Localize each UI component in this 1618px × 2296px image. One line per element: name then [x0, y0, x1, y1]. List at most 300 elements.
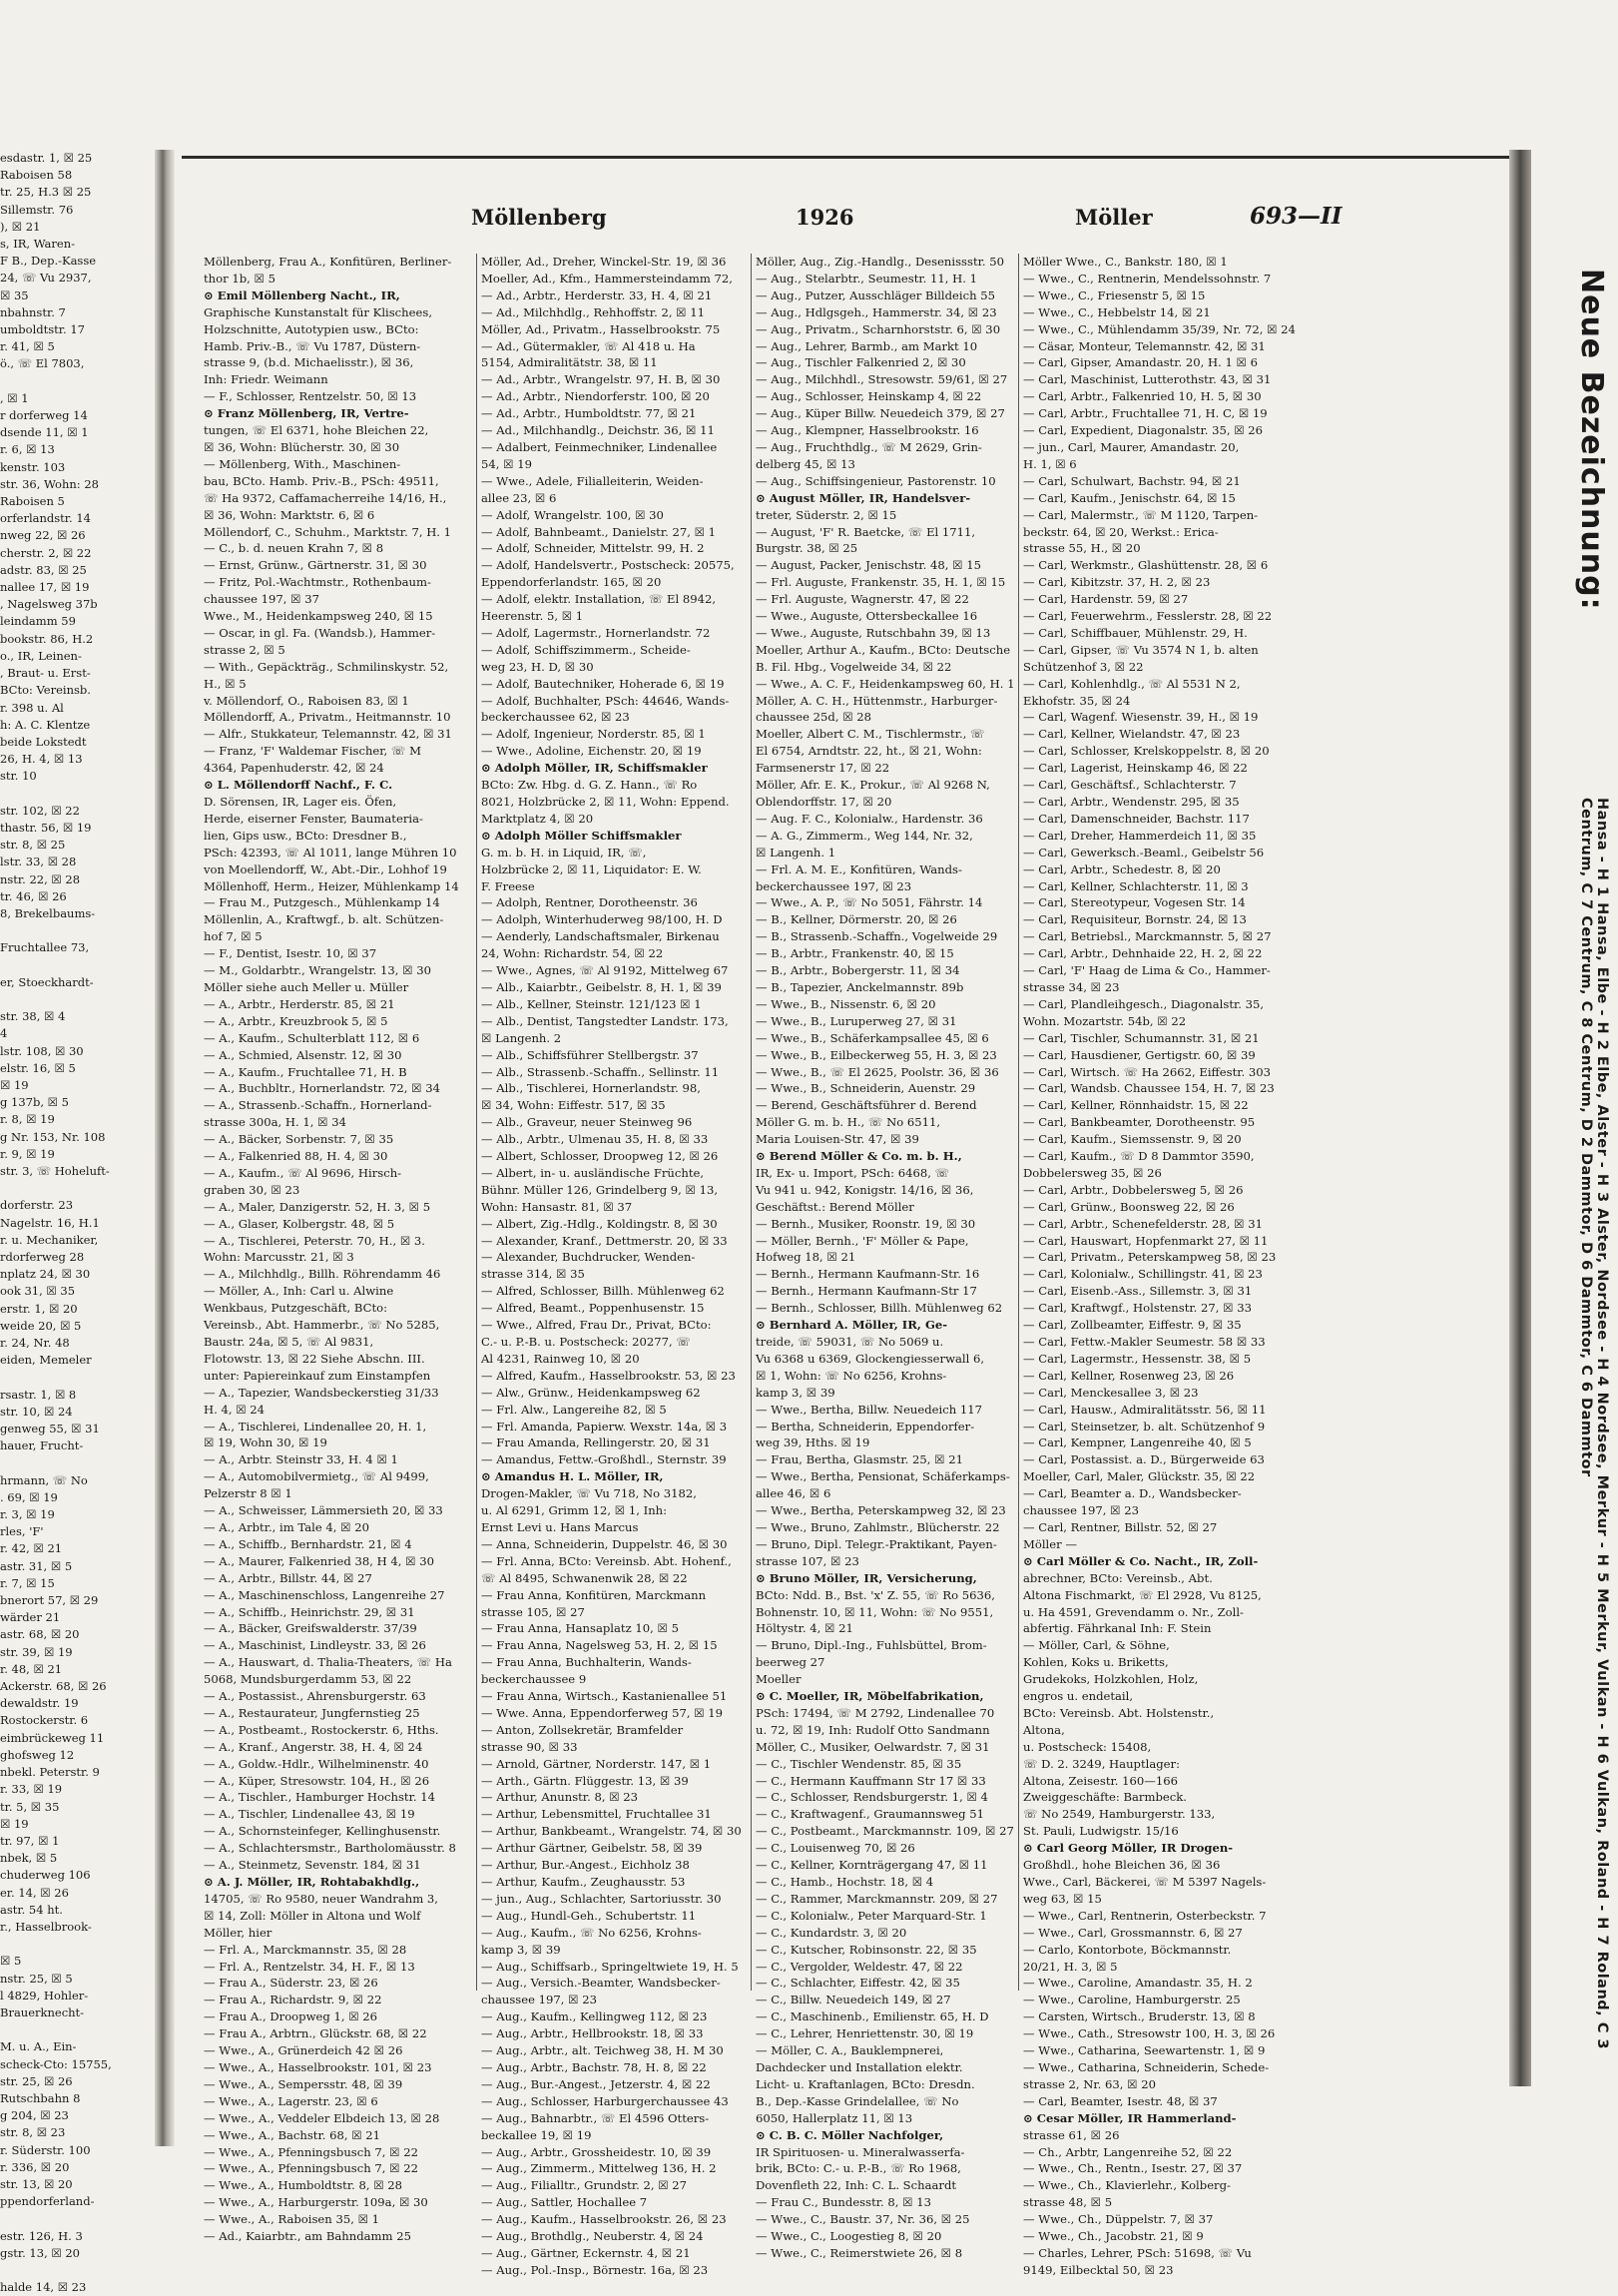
directory-entry: — Alb., Schiffsführer Stellbergstr. 37: [481, 1047, 699, 1062]
directory-entry: — Wwe., Alfred, Frau Dr., Privat, BCto:: [481, 1318, 712, 1333]
directory-entry: beckerchaussee 62, ☒ 23: [481, 710, 630, 725]
directory-entry: — Charles, Lehrer, PSch: 51698, ☏ Vu: [1023, 2245, 1252, 2260]
directory-entry: — Aug., Gärtner, Eckernstr. 4, ☒ 21: [481, 2245, 691, 2260]
directory-entry: str. 25, ☒ 26: [0, 2073, 73, 2088]
directory-entry: beckerchaussee 197, ☒ 23: [756, 878, 912, 893]
directory-entry: — C., Schlosser, Rendsburgerstr. 1, ☒ 4: [756, 1790, 988, 1805]
directory-entry: ⊙ Carl Georg Möller, IR Drogen-: [1023, 1841, 1234, 1856]
directory-entry: 26, H. 4, ☒ 13: [0, 752, 83, 767]
directory-entry: — Aug., Hdlgsgeh., Hammerstr. 34, ☒ 23: [756, 304, 997, 319]
directory-entry: — Carl, Wirtsch. ☏ Ha 2662, Eiffestr. 303: [1023, 1064, 1271, 1079]
directory-entry: Möller, Aug., Zig.-Handlg., Desenissstr. 50: [756, 255, 1005, 269]
directory-entry: nbahnstr. 7: [0, 304, 66, 319]
directory-entry: Drogen-Makler, ☏ Vu 718, No 3182,: [481, 1486, 697, 1501]
directory-entry: Möllenberg, Frau A., Konfitüren, Berliner-: [204, 255, 452, 269]
directory-entry: r dorferweg 14: [0, 408, 88, 423]
directory-entry: Eppendorferlandstr. 165, ☒ 20: [481, 575, 662, 590]
directory-entry: ☏ Ha 9372, Caffamacherreihe 14/16, H.,: [204, 490, 447, 505]
directory-entry: — Carl, Steinsetzer, b. alt. Schützenhof 9: [1023, 1419, 1266, 1434]
directory-entry: [0, 1936, 150, 1953]
directory-entry: Rostockerstr. 6: [0, 1713, 89, 1728]
directory-entry: Moeller, Arthur A., Kaufm., BCto: Deutsche: [756, 642, 1011, 657]
directory-entry: — Wwe., B., Schäferkampsallee 45, ☒ 6: [756, 1030, 989, 1045]
directory-entry: — Carl, Arbtr., Dehnhaide 22, H. 2, ☒ 22: [1023, 946, 1263, 961]
directory-entry: — A., Küper, Stresowstr. 104, H., ☒ 26: [204, 1773, 430, 1788]
directory-entry: cherstr. 2, ☒ 22: [0, 545, 92, 560]
banner-exchange-codes: Hansa - H 1 Hansa, Elbe - H 2 Elbe, Alster - H 3 Alster, Nordsee - H 4 Nordsee, Merkur - H 5 Merkur, Vulkan - H 6 Vulkan, Roland - H 7 Roland, C 3 Centrum, C 7 Centrum, C 8 Centrum, D 2 Dammtor, D 6 Dammtor, C 6 Dammtor: [1578, 798, 1610, 2050]
directory-entry: — Carsten, Wirtsch., Bruderstr. 13, ☒ 8: [1023, 2009, 1256, 2024]
directory-entry: — Aug., Putzer, Ausschläger Billdeich 55: [756, 287, 995, 302]
directory-entry: ☒ 14, Zoll: Möller in Altona und Wolf: [204, 1908, 421, 1923]
directory-entry: 4: [0, 1026, 8, 1041]
directory-entry: — Carl, Gewerksch.-Beaml., Geibelstr 56: [1023, 845, 1265, 860]
directory-entry: Bohnenstr. 10, ☒ 11, Wohn: ☏ No 9551,: [756, 1604, 994, 1619]
directory-entry: ghofsweg 12: [0, 1747, 75, 1762]
directory-entry: — C., Kundardstr. 3, ☒ 20: [756, 1925, 907, 1940]
directory-entry: — A., Schiffb., Heinrichstr. 29, ☒ 31: [204, 1604, 415, 1619]
directory-entry: hauer, Frucht-: [0, 1438, 84, 1453]
directory-entry: treide, ☏ 59031, ☏ No 5069 u.: [756, 1335, 944, 1349]
directory-entry: bau, BCto. Hamb. Priv.-B., PSch: 49511,: [204, 473, 439, 488]
directory-entry: — Wwe., A., Sempersstr. 48, ☒ 39: [204, 2076, 403, 2091]
directory-entry: — Arth., Gärtn. Flüggestr. 13, ☒ 39: [481, 1773, 689, 1788]
directory-entry: beckstr. 64, ☒ 20, Werkst.: Erica-: [1023, 524, 1219, 539]
directory-entry: — A., Bäcker, Greifswalderstr. 37/39: [204, 1621, 417, 1636]
directory-entry: chaussee 197, ☒ 23: [1023, 1503, 1139, 1518]
directory-entry: — Aug., Kaufm., Hasselbrookstr. 26, ☒ 23: [481, 2212, 727, 2227]
directory-entry: ☒ 1, Wohn: ☏ No 6256, Krohns-: [756, 1368, 947, 1383]
directory-entry: strasse 300a, H. 1, ☒ 34: [204, 1115, 346, 1130]
directory-entry: — Alw., Grünw., Heidenkampsweg 62: [481, 1385, 701, 1400]
directory-entry: ☒ 5: [0, 1954, 22, 1969]
directory-entry: Wwe., M., Heidenkampsweg 240, ☒ 15: [204, 609, 433, 624]
directory-entry: — Carl, Arbtr., Schedestr. 8, ☒ 20: [1023, 861, 1221, 876]
directory-entry: — Frau A., Richardstr. 9, ☒ 22: [204, 1993, 382, 2008]
directory-entry: Farmsenerstr 17, ☒ 22: [756, 761, 890, 776]
directory-entry: ⊙ Amandus H. L. Möller, IR,: [481, 1469, 664, 1484]
directory-entry: — Anton, Zollsekretär, Bramfelder: [481, 1722, 684, 1737]
directory-entry: — A., Maler, Danzigerstr. 52, H. 3, ☒ 5: [204, 1199, 431, 1214]
directory-entry: Holzbrücke 2, ☒ 11, Liquidator: E. W.: [481, 861, 702, 876]
directory-entry: ☒ Langenh. 2: [481, 1030, 562, 1045]
directory-entry: — Carl, Expedient, Diagonalstr. 35, ☒ 26: [1023, 423, 1264, 438]
directory-entry: str. 8, ☒ 23: [0, 2125, 66, 2140]
directory-entry: — Carl, Kaufm., ☏ D 8 Dammtor 3590,: [1023, 1149, 1255, 1164]
directory-entry: engros u. endetail,: [1023, 1689, 1134, 1704]
directory-entry: Zweiggeschäfte: Barmbeck.: [1023, 1790, 1187, 1805]
directory-entry: Nagelstr. 16, H.1: [0, 1215, 100, 1230]
directory-entry: lien, Gips usw., BCto: Dresdner B.,: [204, 828, 407, 843]
directory-entry: — Wwe., Bruno, Zahlmstr., Blücherstr. 22: [756, 1519, 1000, 1534]
directory-entry: ⊙ August Möller, IR, Handelsver-: [756, 490, 971, 505]
directory-entry: — Wwe., A., Bachstr. 68, ☒ 21: [204, 2127, 381, 2142]
directory-entry: ☏ Al 8495, Schwanenwik 28, ☒ 22: [481, 1570, 688, 1585]
directory-entry: PSch: 17494, ☏ M 2792, Lindenallee 70: [756, 1705, 995, 1720]
directory-entry: — Aug., Arbtr., Bachstr. 78, H. 8, ☒ 22: [481, 2059, 707, 2074]
directory-entry: — Fritz, Pol.-Wachtmstr., Rothenbaum-: [204, 575, 431, 590]
directory-entry: — Aug., Brothdlg., Neuberstr. 4, ☒ 24: [481, 2229, 704, 2244]
directory-entry: nweg 22, ☒ 26: [0, 528, 86, 543]
directory-entry: — Alb., Strassenb.-Schaffn., Sellinstr. 11: [481, 1064, 720, 1079]
directory-entry: — A., Schlachtersmstr., Bartholomäusstr. 8: [204, 1841, 456, 1856]
directory-entry: Brauerknecht-: [0, 2005, 85, 2019]
directory-entry: — A., Schweisser, Lämmersieth 20, ☒ 33: [204, 1503, 443, 1518]
directory-entry: ⊙ A. J. Möller, IR, Rohtabakhdlg.,: [204, 1875, 420, 1889]
directory-entry: — A., Maschinenschloss, Langenreihe 27: [204, 1587, 445, 1602]
directory-entry: — C., Kutscher, Robinsonstr. 22, ☒ 35: [756, 1942, 977, 1957]
directory-entry: — Albert, Schlosser, Droopweg 12, ☒ 26: [481, 1149, 719, 1164]
directory-entry: — C., Hamb., Hochstr. 18, ☒ 4: [756, 1875, 934, 1889]
directory-entry: — A., Tischlerei, Peterstr. 70, H., ☒ 3.: [204, 1233, 425, 1248]
directory-entry: — Carl, Menckesallee 3, ☒ 23: [1023, 1385, 1199, 1400]
directory-entry: — Adolf, elektr. Installation, ☏ El 8942,: [481, 592, 717, 607]
directory-entry: ☏ D. 2. 3249, Hauptlager:: [1023, 1756, 1180, 1771]
directory-entry: — Alfr., Stukkateur, Telemannstr. 42, ☒ 31: [204, 727, 452, 742]
directory-entry: — Wwe., Bertha, Peterskampweg 32, ☒ 23: [756, 1503, 1006, 1518]
column-divider: [476, 254, 477, 1991]
directory-entry: Raboisen 5: [0, 494, 65, 509]
directory-entry: str. 3, ☏ Hoheluft-: [0, 1163, 110, 1178]
directory-entry: g Nr. 153, Nr. 108: [0, 1129, 106, 1144]
directory-entry: — Aug., Schiffsingenieur, Pastorenstr. 10: [756, 473, 996, 488]
directory-entry: — Bernh., Schlosser, Billh. Mühlenweg 62: [756, 1301, 1003, 1316]
directory-entry: r. 48, ☒ 21: [0, 1661, 63, 1676]
directory-entry: strasse 55, H., ☒ 20: [1023, 541, 1141, 556]
directory-entry: [0, 1369, 150, 1386]
directory-entry: [0, 957, 150, 974]
column-2: [481, 254, 753, 2279]
directory-entry: — Carl, Malermstr., ☏ M 1120, Tarpen-: [1023, 507, 1259, 522]
directory-entry: strasse 34, ☒ 23: [1023, 979, 1120, 994]
directory-entry: wärder 21: [0, 1610, 61, 1625]
directory-entry: beckerchaussee 9: [481, 1672, 587, 1687]
directory-entry: — Alb., Arbtr., Ulmenau 35, H. 8, ☒ 33: [481, 1132, 709, 1147]
directory-entry: — Aug., Klempner, Hasselbrookstr. 16: [756, 423, 979, 438]
directory-entry: — F., Schlosser, Rentzelstr. 50, ☒ 13: [204, 389, 417, 404]
directory-entry: — C., Billw. Neuedeich 149, ☒ 27: [756, 1993, 951, 2008]
directory-entry: — A., Schiffb., Bernhardstr. 21, ☒ 4: [204, 1536, 412, 1551]
directory-entry: 4364, Papenhuderstr. 42, ☒ 24: [204, 761, 384, 776]
directory-entry: str. 36, Wohn: 28: [0, 476, 99, 491]
directory-entry: Moeller, Carl, Maler, Glückstr. 35, ☒ 22: [1023, 1469, 1256, 1484]
directory-entry: — Carl, Kohlenhdlg., ☏ Al 5531 N 2,: [1023, 676, 1241, 691]
directory-entry: Oblendorffstr. 17, ☒ 20: [756, 795, 892, 809]
directory-entry: — Carl, Schlosser, Krelskoppelstr. 8, ☒ 20: [1023, 744, 1270, 759]
directory-entry: chuderweg 106: [0, 1868, 91, 1883]
directory-entry: — C., Louisenweg 70, ☒ 26: [756, 1841, 915, 1856]
directory-entry: — Wwe., Adoline, Eichenstr. 20, ☒ 19: [481, 744, 702, 759]
directory-entry: Dovenfleth 22, Inh: C. L. Schaardt: [756, 2178, 957, 2193]
directory-entry: — Carl, Hardenstr. 59, ☒ 27: [1023, 592, 1189, 607]
directory-entry: graben 30, ☒ 23: [204, 1182, 300, 1197]
directory-entry: treter, Süderstr. 2, ☒ 15: [756, 507, 897, 522]
directory-entry: — A., Arbtr., im Tale 4, ☒ 20: [204, 1519, 369, 1534]
directory-entry: abfertig. Fährkanal Inh: F. Stein: [1023, 1621, 1212, 1636]
directory-entry: — A., Kaufm., ☏ Al 9696, Hirsch-: [204, 1165, 402, 1180]
directory-entry: — Adolf, Lagermstr., Hornerlandstr. 72: [481, 625, 711, 640]
directory-entry: chaussee 197, ☒ 23: [481, 1993, 597, 2008]
directory-entry: B., Dep.-Kasse Grindelallee, ☏ No: [756, 2093, 959, 2108]
directory-entry: elstr. 16, ☒ 5: [0, 1060, 76, 1075]
directory-entry: Burgstr. 38, ☒ 25: [756, 541, 858, 556]
directory-entry: — Aug., Hundl-Geh., Schubertstr. 11: [481, 1908, 697, 1923]
directory-entry: str. 10, ☒ 24: [0, 1404, 73, 1419]
directory-entry: — Carl, Wandsb. Chaussee 154, H. 7, ☒ 23: [1023, 1081, 1275, 1096]
directory-entry: Wohn: Marcusstr. 21, ☒ 3: [204, 1250, 354, 1265]
directory-entry: — Aug., Arbtr., Hellbrookstr. 18, ☒ 33: [481, 2026, 704, 2041]
directory-entry: — Carl, Kellner, Rosenweg 23, ☒ 26: [1023, 1368, 1235, 1383]
directory-entry: nbek, ☒ 5: [0, 1851, 58, 1866]
directory-entry: adstr. 83, ☒ 25: [0, 562, 87, 577]
directory-entry: — Wwe., Cath., Stresowstr 100, H. 3, ☒ 26: [1023, 2026, 1276, 2041]
directory-entry: — A. G., Zimmerm., Weg 144, Nr. 32,: [756, 828, 973, 843]
directory-entry: — Wwe., B., Eilbeckerweg 55, H. 3, ☒ 23: [756, 1047, 997, 1062]
directory-entry: — Wwe., A. P., ☏ No 5051, Fährstr. 14: [756, 895, 983, 910]
directory-entry: — Wwe., C., Rentnerin, Mendelssohnstr. 7: [1023, 271, 1272, 286]
directory-entry: — Wwe., Ch., Rentn., Isestr. 27, ☒ 37: [1023, 2161, 1243, 2176]
directory-entry: — Carl, Kempner, Langenreihe 40, ☒ 5: [1023, 1435, 1252, 1450]
directory-entry: l 4829, Hohler-: [0, 1988, 89, 2003]
directory-entry: — Wwe., Agnes, ☏ Al 9192, Mittelweg 67: [481, 963, 729, 978]
directory-entry: Vu 6368 u 6369, Glockengiesserwall 6,: [756, 1351, 985, 1366]
page-number: 693—II: [1250, 203, 1343, 230]
directory-entry: ⊙ L. Möllendorff Nachf., F. C.: [204, 778, 393, 793]
directory-entry: delberg 45, ☒ 13: [756, 456, 855, 471]
directory-entry: rsastr. 1, ☒ 8: [0, 1387, 77, 1402]
directory-entry: — A., Maurer, Falkenried 38, H 4, ☒ 30: [204, 1553, 434, 1568]
directory-entry: — Frl. Amanda, Papierw. Wexstr. 14a, ☒ 3: [481, 1419, 728, 1434]
directory-entry: weg 23, H. D, ☒ 30: [481, 659, 594, 674]
directory-entry: — C., Postbeamt., Marckmannstr. 109, ☒ 27: [756, 1824, 1014, 1839]
directory-entry: — Carl, Hausdiener, Gertigstr. 60, ☒ 39: [1023, 1047, 1256, 1062]
directory-entry: g 137b, ☒ 5: [0, 1095, 69, 1110]
directory-entry: — Wwe., A., Grünerdeich 42 ☒ 26: [204, 2043, 403, 2058]
directory-entry: — Carl, Werkmstr., Glashüttenstr. 28, ☒ 6: [1023, 558, 1269, 573]
directory-entry: — Aug., Pol.-Insp., Börnestr. 16a, ☒ 23: [481, 2262, 709, 2277]
directory-entry: — Carl, Kellner, Rönnhaidstr. 15, ☒ 22: [1023, 1098, 1249, 1113]
directory-entry: esdastr. 1, ☒ 25: [0, 151, 93, 165]
directory-entry: — Carl, Eisenb.-Ass., Sillemstr. 3, ☒ 31: [1023, 1284, 1253, 1299]
directory-entry: — A., Maschinist, Lindleystr. 33, ☒ 26: [204, 1638, 426, 1653]
directory-entry: — Aug., Kaufm., ☏ No 6256, Krohns-: [481, 1925, 702, 1940]
directory-entry: dorferstr. 23: [0, 1198, 74, 1213]
directory-entry: — A., Tischler., Hamburger Hochstr. 14: [204, 1790, 435, 1805]
directory-entry: strasse 2, ☒ 5: [204, 642, 285, 657]
directory-entry: — Wwe., C., Mühlendamm 35/39, Nr. 72, ☒ 24: [1023, 321, 1296, 336]
directory-entry: ppendorferland-: [0, 2194, 95, 2209]
directory-entry: — Frau Anna, Buchhalterin, Wands-: [481, 1655, 692, 1670]
directory-entry: 5068, Mundsburgerdamm 53, ☒ 22: [204, 1672, 412, 1687]
directory-entry: gstr. 13, ☒ 20: [0, 2245, 80, 2260]
directory-entry: — Wwe., B., Nissenstr. 6, ☒ 20: [756, 996, 936, 1011]
directory-entry: — Aug., Bur.-Angest., Jetzerstr. 4, ☒ 22: [481, 2076, 711, 2091]
directory-entry: Möllenhoff, Herm., Heizer, Mühlenkamp 14: [204, 878, 459, 893]
directory-entry: r. 336, ☒ 20: [0, 2159, 70, 2174]
directory-entry: — Wwe., A., Hasselbrookstr. 101, ☒ 23: [204, 2059, 432, 2074]
directory-entry: — Wwe., Carl, Grossmannstr. 6, ☒ 27: [1023, 1925, 1243, 1940]
directory-entry: s, IR, Waren-: [0, 237, 75, 252]
directory-entry: Graphische Kunstanstalt für Klischees,: [204, 304, 432, 319]
directory-entry: 20/21, H. 3, ☒ 5: [1023, 1959, 1118, 1974]
directory-entry: — B., Kellner, Dörmerstr. 20, ☒ 26: [756, 912, 957, 927]
directory-entry: eimbrückeweg 11: [0, 1730, 105, 1745]
directory-entry: Dachdecker und Installation elektr.: [756, 2059, 963, 2074]
directory-entry: — Carl, Geschäftsf., Schlachterstr. 7: [1023, 778, 1237, 793]
directory-entry: — Adolf, Handelsvertr., Postscheck: 20575,: [481, 558, 735, 573]
directory-entry: — Wwe., A., Humboldtstr. 8, ☒ 28: [204, 2178, 403, 2193]
directory-entry: ☒ 19: [0, 1816, 29, 1831]
directory-entry: — Cäsar, Monteur, Telemannstr. 42, ☒ 31: [1023, 338, 1266, 353]
directory-entry: — A., Schornsteinfeger, Kellinghusenstr.: [204, 1824, 441, 1839]
directory-entry: Wwe., Carl, Bäckerei, ☏ M 5397 Nagels-: [1023, 1875, 1267, 1889]
directory-entry: u. 72, ☒ 19, Inh: Rudolf Otto Sandmann: [756, 1722, 990, 1737]
directory-entry: — C., Kellner, Kornträgergang 47, ☒ 11: [756, 1858, 988, 1873]
directory-entry: B. Fil. Hbg., Vogelweide 34, ☒ 22: [756, 659, 952, 674]
directory-entry: — Carlo, Kontorbote, Böckmannstr.: [1023, 1942, 1232, 1957]
directory-entry: — Wwe., B., Schneiderin, Auenstr. 29: [756, 1081, 976, 1096]
directory-entry: , ☒ 1: [0, 390, 29, 405]
directory-entry: weide 20, ☒ 5: [0, 1318, 82, 1333]
directory-entry: str. 13, ☒ 20: [0, 2176, 73, 2191]
directory-entry: ☒ 36, Wohn: Marktstr. 6, ☒ 6: [204, 507, 375, 522]
directory-entry: , Nagelsweg 37b: [0, 597, 98, 612]
directory-entry: strasse 9, (b.d. Michaelisstr.), ☒ 36,: [204, 355, 414, 370]
directory-entry: [0, 1454, 150, 1471]
directory-entry: — A., Falkenried 88, H. 4, ☒ 30: [204, 1149, 388, 1164]
directory-entry: — Frl. Anna, BCto: Vereinsb. Abt. Hohenf.,: [481, 1553, 732, 1568]
directory-entry: — Aug., Filialltr., Grundstr. 2, ☒ 27: [481, 2178, 688, 2193]
directory-entry: — Carl, Lagerist, Heinskamp 46, ☒ 22: [1023, 761, 1248, 776]
directory-entry: — Bernh., Musiker, Roonstr. 19, ☒ 30: [756, 1216, 976, 1231]
directory-entry: Vu 941 u. 942, Konigstr. 14/16, ☒ 36,: [756, 1182, 974, 1197]
directory-entry: — A., Steinmetz, Sevenstr. 184, ☒ 31: [204, 1858, 421, 1873]
directory-entry: — Wwe., A., Pfenningsbusch 7, ☒ 22: [204, 2161, 418, 2176]
directory-entry: — Bertha, Schneiderin, Eppendorfer-: [756, 1419, 975, 1434]
directory-entry: Al 4231, Rainweg 10, ☒ 20: [481, 1351, 640, 1366]
directory-entry: — Albert, in- u. ausländische Früchte,: [481, 1165, 705, 1180]
directory-entry: — Arthur, Kaufm., Zeughausstr. 53: [481, 1875, 686, 1889]
directory-entry: — Anna, Schneiderin, Duppelstr. 46, ☒ 30: [481, 1536, 728, 1551]
directory-entry: — Aug., Sattler, Hochallee 7: [481, 2195, 648, 2210]
directory-entry: Pelzerstr 8 ☒ 1: [204, 1486, 292, 1501]
directory-entry: — Aug., Versich.-Beamter, Wandsbecker-: [481, 1976, 721, 1991]
directory-entry: — Carl, Betriebsl., Marckmannstr. 5, ☒ 27: [1023, 929, 1272, 944]
directory-entry: — Arthur, Lebensmittel, Fruchtallee 31: [481, 1807, 712, 1822]
header-first-name: Möllenberg: [471, 205, 607, 230]
directory-entry: — A., Hauswart, d. Thalia-Theaters, ☏ Ha: [204, 1655, 452, 1670]
column-divider: [751, 254, 752, 1991]
directory-entry: — C., Vergolder, Weldestr. 47, ☒ 22: [756, 1959, 963, 1974]
directory-entry: — B., Arbtr., Bobergerstr. 11, ☒ 34: [756, 963, 960, 978]
directory-entry: r. 33, ☒ 19: [0, 1782, 63, 1797]
directory-entry: — A., Postassist., Ahrensburgerstr. 63: [204, 1689, 426, 1704]
directory-entry: ⊙ Bernhard A. Möller, IR, Ge-: [756, 1318, 948, 1333]
directory-entry: Flotowstr. 13, ☒ 22 Siehe Abschn. III.: [204, 1351, 425, 1366]
directory-entry: 5154, Admiralitätstr. 38, ☒ 11: [481, 355, 658, 370]
directory-entry: — Carl, Wagenf. Wiesenstr. 39, H., ☒ 19: [1023, 710, 1259, 725]
directory-entry: — C., Tischler Wendenstr. 85, ☒ 35: [756, 1756, 962, 1771]
directory-entry: Altona,: [1023, 1722, 1065, 1737]
directory-entry: weg 39, Hths. ☒ 19: [756, 1435, 870, 1450]
directory-entry: — Adolf, Buchhalter, PSch: 44646, Wands-: [481, 693, 730, 708]
directory-entry: BCto: Ndd. B., Bst. 'x' Z. 55, ☏ Ro 5636,: [756, 1587, 995, 1602]
directory-entry: hof 7, ☒ 5: [204, 929, 263, 944]
directory-entry: str. 38, ☒ 4: [0, 1009, 66, 1024]
directory-entry: PSch: 42393, ☏ Al 1011, lange Mühren 10: [204, 845, 457, 860]
directory-entry: bookstr. 86, H.2: [0, 631, 94, 646]
directory-entry: IR Spirituosen- u. Mineralwasserfa-: [756, 2144, 965, 2159]
directory-entry: — Carl, Hausw., Admiralitätsstr. 56, ☒ 11: [1023, 1402, 1267, 1417]
column-1: [204, 254, 475, 2245]
directory-entry: Möller Wwe., C., Bankstr. 180, ☒ 1: [1023, 255, 1228, 269]
directory-entry: G. m. b. H. in Liquid, IR, ☏,: [481, 845, 647, 860]
directory-entry: — Adolf, Schneider, Mittelstr. 99, H. 2: [481, 541, 705, 556]
directory-entry: . 69, ☒ 19: [0, 1489, 58, 1504]
directory-entry: — A., Kaufm., Schulterblatt 112, ☒ 6: [204, 1030, 420, 1045]
directory-entry: — Bruno, Dipl.-Ing., Fuhlsbüttel, Brom-: [756, 1638, 987, 1653]
directory-entry: BCto: Vereinsb. Abt. Holstenstr.,: [1023, 1705, 1215, 1720]
directory-entry: r. 9, ☒ 19: [0, 1146, 55, 1161]
directory-entry: — Wwe., Catharina, Seewartenstr. 1, ☒ 9: [1023, 2043, 1266, 2058]
directory-entry: 8, Brekelbaums-: [0, 905, 96, 920]
directory-entry: — A., Arbtr. Steinstr 33, H. 4 ☒ 1: [204, 1452, 398, 1467]
directory-entry: r. 3, ☒ 19: [0, 1507, 55, 1522]
directory-entry: BCto: Vereinsb.: [0, 683, 91, 698]
directory-entry: — Arthur, Bankbeamt., Wrangelstr. 74, ☒ 30: [481, 1824, 742, 1839]
directory-entry: r. 8, ☒ 19: [0, 1112, 55, 1127]
directory-entry: — Wwe., C., Friesenstr 5, ☒ 15: [1023, 287, 1206, 302]
directory-entry: — Aug. F. C., Kolonialw., Hardenstr. 36: [756, 811, 983, 826]
directory-entry: — B., Strassenb.-Schaffn., Vogelweide 29: [756, 929, 998, 944]
directory-entry: — Carl, Arbtr., Schenefelderstr. 28, ☒ 31: [1023, 1216, 1263, 1231]
directory-entry: — Adolph, Winterhuderweg 98/100, H. D: [481, 912, 723, 927]
directory-entry: — A., Goldw.-Hdlr., Wilhelminenstr. 40: [204, 1756, 429, 1771]
directory-entry: — Frau C., Bundesstr. 8, ☒ 13: [756, 2195, 931, 2210]
directory-entry: — Wwe., Bertha, Pensionat, Schäferkamps-: [756, 1469, 1010, 1484]
directory-entry: — Aug., Schlosser, Harburgerchaussee 43: [481, 2093, 729, 2108]
directory-entry: — Wwe., Auguste, Rutschbahn 39, ☒ 13: [756, 625, 991, 640]
directory-entry: — A., Milchhdlg., Billh. Röhrendamm 46: [204, 1267, 441, 1282]
directory-entry: str. 8, ☒ 25: [0, 838, 66, 853]
directory-entry: — Frl. Auguste, Frankenstr. 35, H. 1, ☒ 15: [756, 575, 1006, 590]
directory-entry: — Carl, Beamter, Isestr. 48, ☒ 37: [1023, 2093, 1218, 2108]
directory-entry: genweg 55, ☒ 31: [0, 1422, 100, 1436]
directory-entry: — Ad., Arbtr., Herderstr. 33, H. 4, ☒ 21: [481, 287, 713, 302]
directory-entry: umboldtstr. 17: [0, 322, 85, 337]
directory-entry: — Adolph, Rentner, Dorotheenstr. 36: [481, 895, 698, 910]
directory-entry: rles, 'F': [0, 1524, 44, 1539]
directory-entry: — Frau A., Droopweg 1, ☒ 26: [204, 2009, 378, 2024]
directory-entry: — Aug., Arbtr., Grossheidestr. 10, ☒ 39: [481, 2144, 712, 2159]
directory-entry: von Moellendorff, W., Abt.-Dir., Lohhof 19: [204, 861, 447, 876]
directory-entry: H. 1, ☒ 6: [1023, 456, 1077, 471]
directory-entry: ), ☒ 21: [0, 219, 41, 234]
directory-entry: — Wwe., Ch., Klavierlehr., Kolberg-: [1023, 2178, 1231, 2193]
page-edge: [1509, 150, 1531, 2086]
directory-entry: ⊙ Berend Möller & Co. m. b. H.,: [756, 1149, 962, 1164]
directory-entry: Höltystr. 4, ☒ 21: [756, 1621, 853, 1636]
directory-entry: chaussee 25d, ☒ 28: [756, 710, 872, 725]
directory-entry: Möllendorf, C., Schuhm., Marktstr. 7, H. 1: [204, 524, 452, 539]
directory-entry: — Adolf, Schiffszimmerm., Scheide-: [481, 642, 691, 657]
directory-entry: allee 46, ☒ 6: [756, 1486, 831, 1501]
directory-entry: — Alfred, Kaufm., Hasselbrookstr. 53, ☒ 23: [481, 1368, 736, 1383]
directory-entry: — Ch., Arbtr, Langenreihe 52, ☒ 22: [1023, 2144, 1233, 2159]
column-divider: [1018, 254, 1019, 1991]
directory-entry: Kohlen, Koks u. Briketts,: [1023, 1655, 1169, 1670]
directory-entry: Hamb. Priv.-B., ☏ Vu 1787, Düstern-: [204, 338, 421, 353]
left-page-fragment: [0, 150, 150, 2295]
